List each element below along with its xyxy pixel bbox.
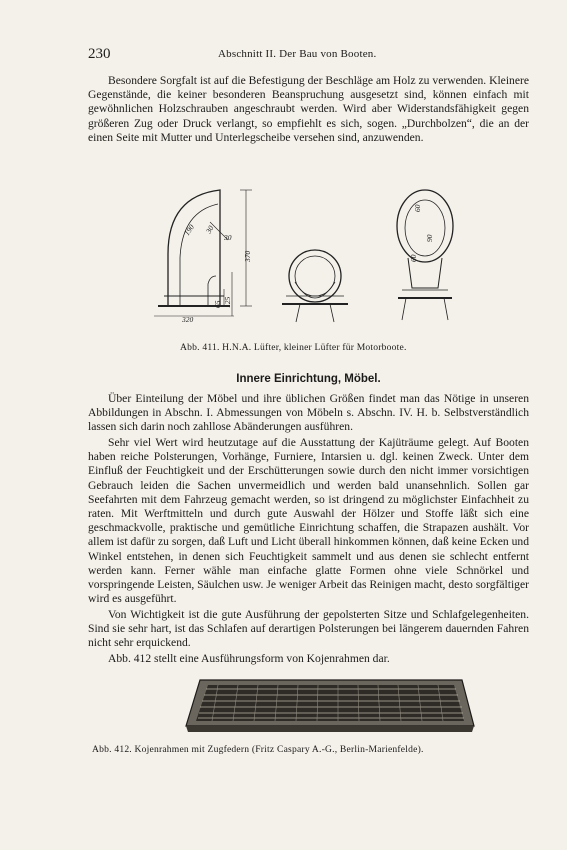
ventilator-side-view bbox=[154, 190, 252, 316]
figure-412-caption: Abb. 412. Kojenrahmen mit Zugfedern (Fritz Caspary A.-G., Berlin-Marienfelde). bbox=[92, 744, 424, 755]
running-head: Abschnitt II. Der Bau von Booten. bbox=[218, 48, 377, 60]
paragraph-4: Abb. 412 stellt eine Ausführungsform von Kojenrahmen dar. bbox=[108, 652, 390, 665]
dim-30-a: 30 bbox=[203, 224, 216, 235]
dim-370: 370 bbox=[243, 250, 252, 262]
dim-320: 320 bbox=[182, 315, 194, 324]
paragraph-1: Über Einteilung der Möbel und ihre üblichen Größen findet man das Nötige in unseren Abbildungen in Abschn. I. Abmessungen von Möbeln s. Abschn. IV. H. b. Selbstverständlich lassen sich darin noch zahllose Abänderungen ausführen. bbox=[88, 392, 529, 434]
ventilator-front-view bbox=[282, 250, 348, 322]
figure-411-drawings bbox=[150, 184, 470, 334]
figure-412-bunk-frame bbox=[178, 676, 478, 738]
dim-125: 125 bbox=[223, 296, 232, 308]
ventilator-cowl-opening bbox=[397, 190, 453, 320]
section-title: Innere Einrichtung, Möbel. bbox=[236, 373, 381, 385]
dim-30-b: 30 bbox=[224, 233, 232, 242]
dim-60-a: 60 bbox=[413, 204, 422, 212]
dim-190: 190 bbox=[182, 222, 197, 238]
intro-paragraph: Besondere Sorgfalt ist auf die Befestigung der Beschläge am Holz zu verwenden. Kleinere Gegenstände, die keiner besonderen Beanspruchung ausgesetzt sind, können einfach mit gewöhnlichen Holzschrauben angeschraubt werden. Wird aber Widerstandsfähigkeit gegen größeren Zug oder Druck verlangt, so empfiehlt es sich, sogen. „Durchbolzen“, die an der einen Seite mit Mutter und Unterlegscheibe versehen sind, anzuwenden. bbox=[88, 74, 529, 144]
page-header bbox=[88, 46, 528, 66]
paragraph-2: Sehr viel Wert wird heutzutage auf die Ausstattung der Kajüträume gelegt. Auf Booten haben reiche Polsterungen, Vorhänge, Furniere, Intarsien u. dgl. keinen Zweck. Unter dem Einfluß der Feuchtigkeit und der Erschütterungen sowie durch den nicht immer vorsichtigen Gebrauch leiden die Sachen unvermeidlich und werden bald unansehnlich. Sollen gar Seefahrten mit dem Fahrzeug gemacht werden, so ist dringend zu möglichster Einfachheit zu raten. Mit Werftmitteln und durch gute Auswahl der Hölzer und Stoffe läßt sich eine geschmackvolle, praktische und gemütliche Einrichtung schaffen, die Strapazen aushält. Vor allem ist dafür zu sorgen, daß Luft und Licht überall hinkommen können, daß keine Ecken und Winkel entstehen, in denen sich Feuchtigkeit sammelt und aus denen sie schlecht entfernt werden kann. Ferner wähle man einfache glatte Formen ohne viele Schnörkel und vorspringende Leisten, Säulchen usw. Je weniger Arbeit das Reinigen macht, desto sorgfältiger wird es ausgeführt. bbox=[88, 436, 529, 606]
dim-65: 65 bbox=[213, 300, 222, 308]
page-number: 230 bbox=[88, 46, 111, 62]
paragraph-3: Von Wichtigkeit ist die gute Ausführung der gepolsterten Sitze und Schlafgelegenheiten. Sind sie sehr hart, ist das Schlafen auf derartigen Polsterungen bei längerem dauernden Fahren nicht sehr erquickend. bbox=[88, 608, 529, 650]
dim-90: 90 bbox=[425, 234, 434, 242]
dim-60-b: 60 bbox=[409, 254, 418, 262]
figure-411-caption: Abb. 411. H.N.A. Lüfter, kleiner Lüfter für Motorboote. bbox=[180, 342, 407, 353]
